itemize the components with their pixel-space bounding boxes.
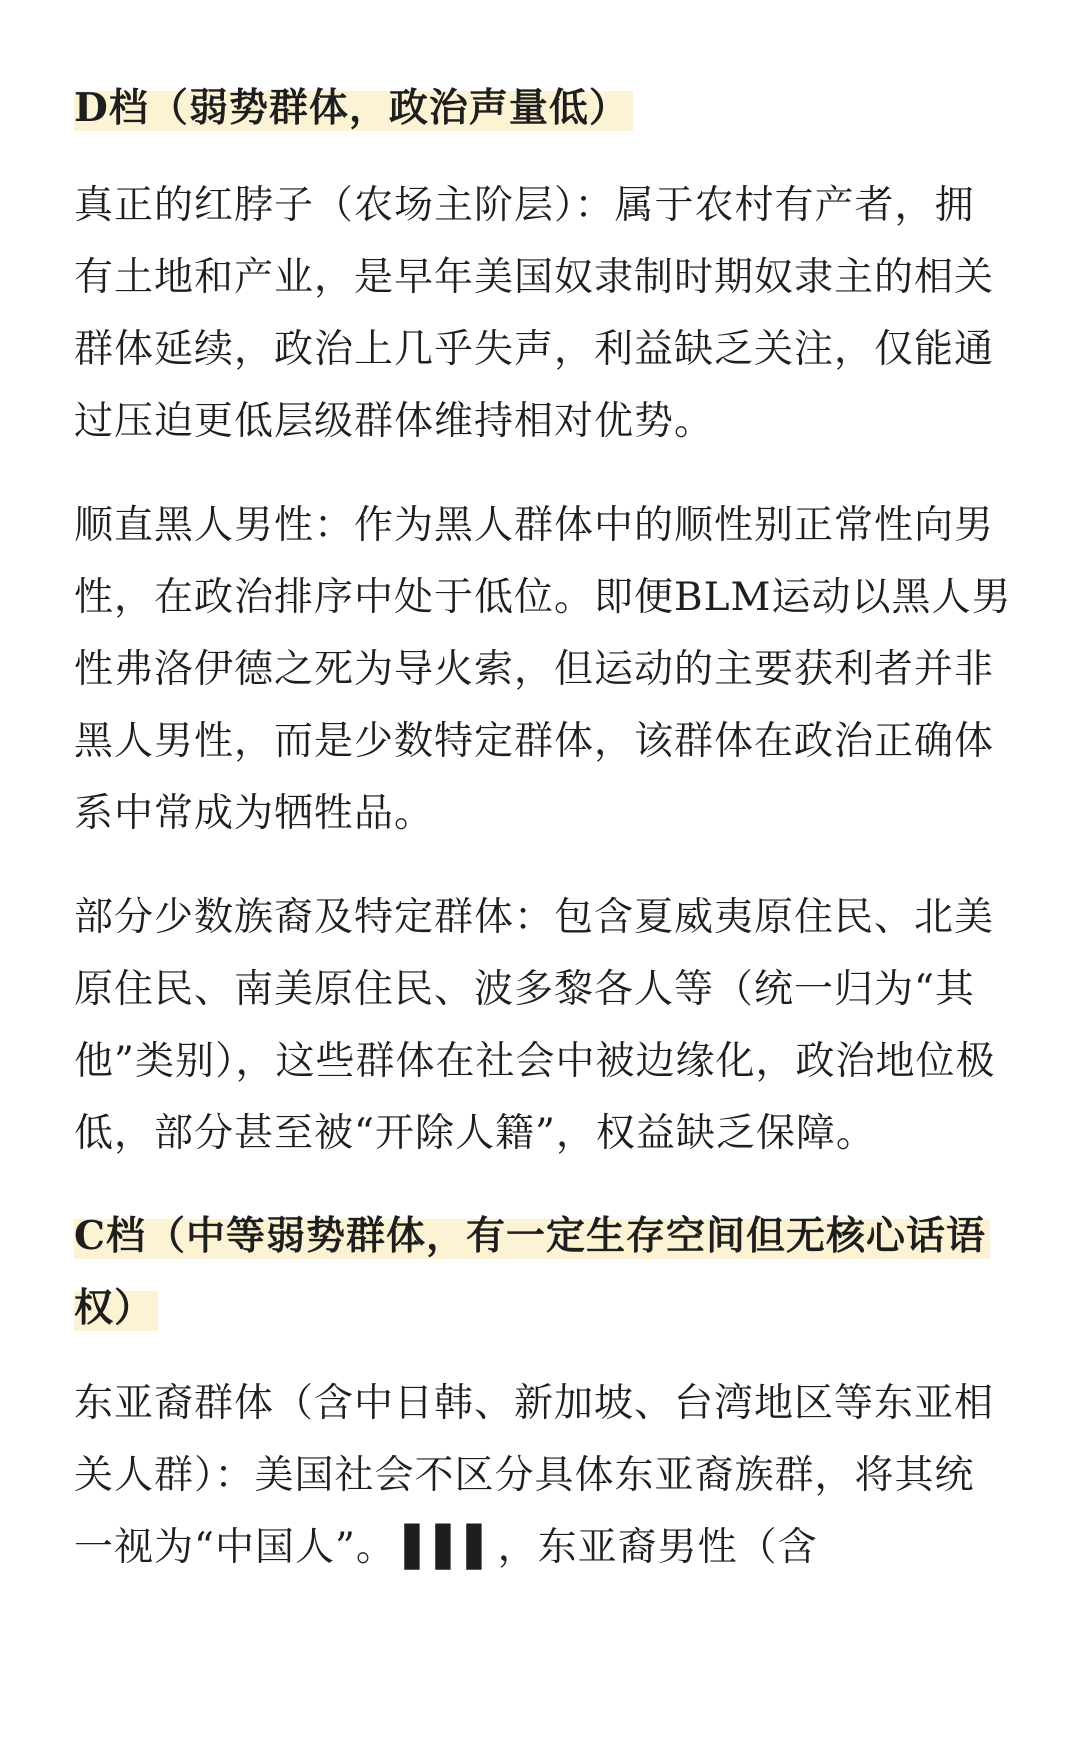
section-heading-c-tier	[74, 1200, 1014, 1344]
paragraph-black-men: 顺直黑人男性：作为黑人群体中的顺性别正常性向男性，在政治排序中处于低位。即便BLM运动以黑人男性弗洛伊德之死为导火索，但运动的主要获利者并非黑人男性，而是少数特定群体，该群体在政治正确体系中常成为牺牲品。	[74, 503, 1012, 836]
article-body	[74, 72, 1014, 1584]
heading-text: D档（弱势群体，政治声量低）	[74, 85, 633, 131]
paragraph-minority-groups: 部分少数族裔及特定群体：包含夏威夷原住民、北美原住民、南美原住民、波多黎各人等（统一归为“其他”类别），这些群体在社会中被边缘化，政治地位极低，部分甚至被“开除人籍”，权益缺乏保障。	[74, 895, 996, 1156]
paragraph-east-asian: 东亚裔群体（含中日韩、新加坡、台湾地区等东亚相关人群）：美国社会不区分具体东亚裔族群，将其统一视为“中国人”。 ▌▌▌，东亚裔男性（含	[74, 1381, 995, 1570]
section-heading-d-tier	[74, 72, 1014, 144]
paragraph-rednecks: 真正的红脖子（农场主阶层）：属于农村有产者，拥有土地和产业，是早年美国奴隶制时期奴隶主的相关群体延续，政治上几乎失声，利益缺乏关注，仅能通过压迫更低层级群体维持相对优势。	[74, 183, 995, 444]
heading-text: C档（中等弱势群体，有一定生存空间但无核心话语权）	[74, 1213, 990, 1331]
